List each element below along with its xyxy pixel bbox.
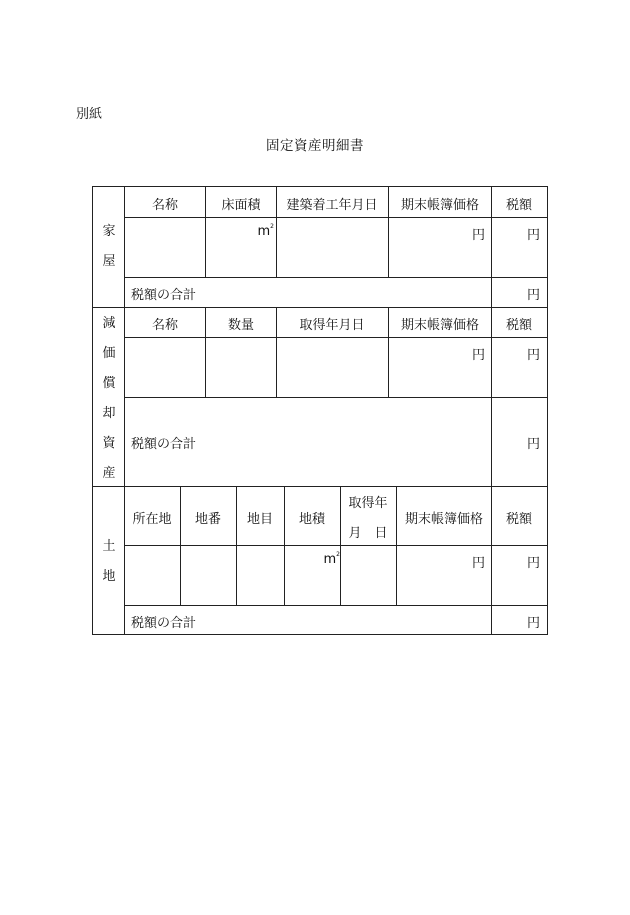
grid-line	[180, 486, 181, 605]
land-total-label: 税額の合計	[131, 616, 197, 631]
land-header-land-category: 地目	[246, 512, 274, 527]
houses-total-label: 税額の合計	[131, 288, 197, 303]
land-header-lot-number: 地番	[194, 512, 222, 527]
houses-header-book-value: 期末帳簿価格	[400, 198, 480, 213]
houses-section-label: 家 屋	[102, 224, 116, 269]
grid-line	[124, 217, 547, 218]
land-header-land-area: 地積	[298, 512, 326, 527]
grid-line	[491, 307, 492, 486]
grid-line	[205, 187, 206, 277]
depreciable-book-value-yen: 円	[471, 348, 485, 363]
grid-line	[388, 307, 389, 397]
document-title: 固定資産明細書	[266, 138, 364, 154]
depreciable-header-book-value: 期末帳簿価格	[400, 318, 480, 333]
houses-header-tax: 税額	[505, 198, 533, 213]
grid-line	[124, 277, 547, 278]
land-book-value-yen: 円	[471, 556, 485, 571]
grid-line	[124, 545, 547, 546]
land-header-acquired-year: 取得年	[348, 496, 388, 511]
depreciable-header-acquired-date: 取得年月日	[299, 318, 365, 333]
grid-line	[388, 187, 389, 277]
depreciable-total-label: 税額の合計	[131, 437, 197, 452]
houses-tax-yen: 円	[526, 228, 540, 243]
houses-area-unit: $m^2$	[257, 223, 274, 239]
grid-line	[284, 486, 285, 605]
houses-total-yen: 円	[526, 288, 540, 303]
depreciable-header-name: 名称	[151, 318, 179, 333]
depreciable-header-tax: 税額	[505, 318, 533, 333]
land-header-acquired-month-day: 月 日	[348, 526, 388, 541]
depreciable-header-quantity: 数量	[227, 318, 255, 333]
land-header-tax: 税額	[505, 512, 533, 527]
grid-line	[491, 486, 492, 634]
houses-header-name: 名称	[151, 198, 179, 213]
grid-line	[93, 307, 547, 308]
land-header-location: 所在地	[132, 512, 172, 527]
depreciable-tax-yen: 円	[526, 348, 540, 363]
grid-line	[491, 187, 492, 307]
grid-line	[236, 486, 237, 605]
grid-line	[205, 307, 206, 397]
land-area-unit: $m^2$	[323, 551, 340, 567]
grid-line	[124, 605, 547, 606]
grid-line	[124, 397, 547, 398]
houses-header-floor-area: 床面積	[221, 198, 261, 213]
grid-line	[276, 307, 277, 397]
houses-header-construction-date: 建築着工年月日	[286, 198, 378, 213]
grid-line	[93, 486, 547, 487]
land-section-label: 土 地	[102, 539, 116, 584]
land-total-yen: 円	[526, 616, 540, 631]
depreciable-total-yen: 円	[526, 437, 540, 452]
grid-line	[340, 486, 341, 605]
houses-book-value-yen: 円	[471, 228, 485, 243]
land-header-book-value: 期末帳簿価格	[404, 512, 484, 527]
depreciable-section-label: 減 価 償 却 資 産	[102, 316, 116, 481]
attachment-label: 別紙	[76, 107, 103, 122]
asset-table	[92, 186, 548, 635]
grid-line	[276, 187, 277, 277]
land-tax-yen: 円	[526, 556, 540, 571]
grid-line	[124, 337, 547, 338]
grid-line	[396, 486, 397, 605]
